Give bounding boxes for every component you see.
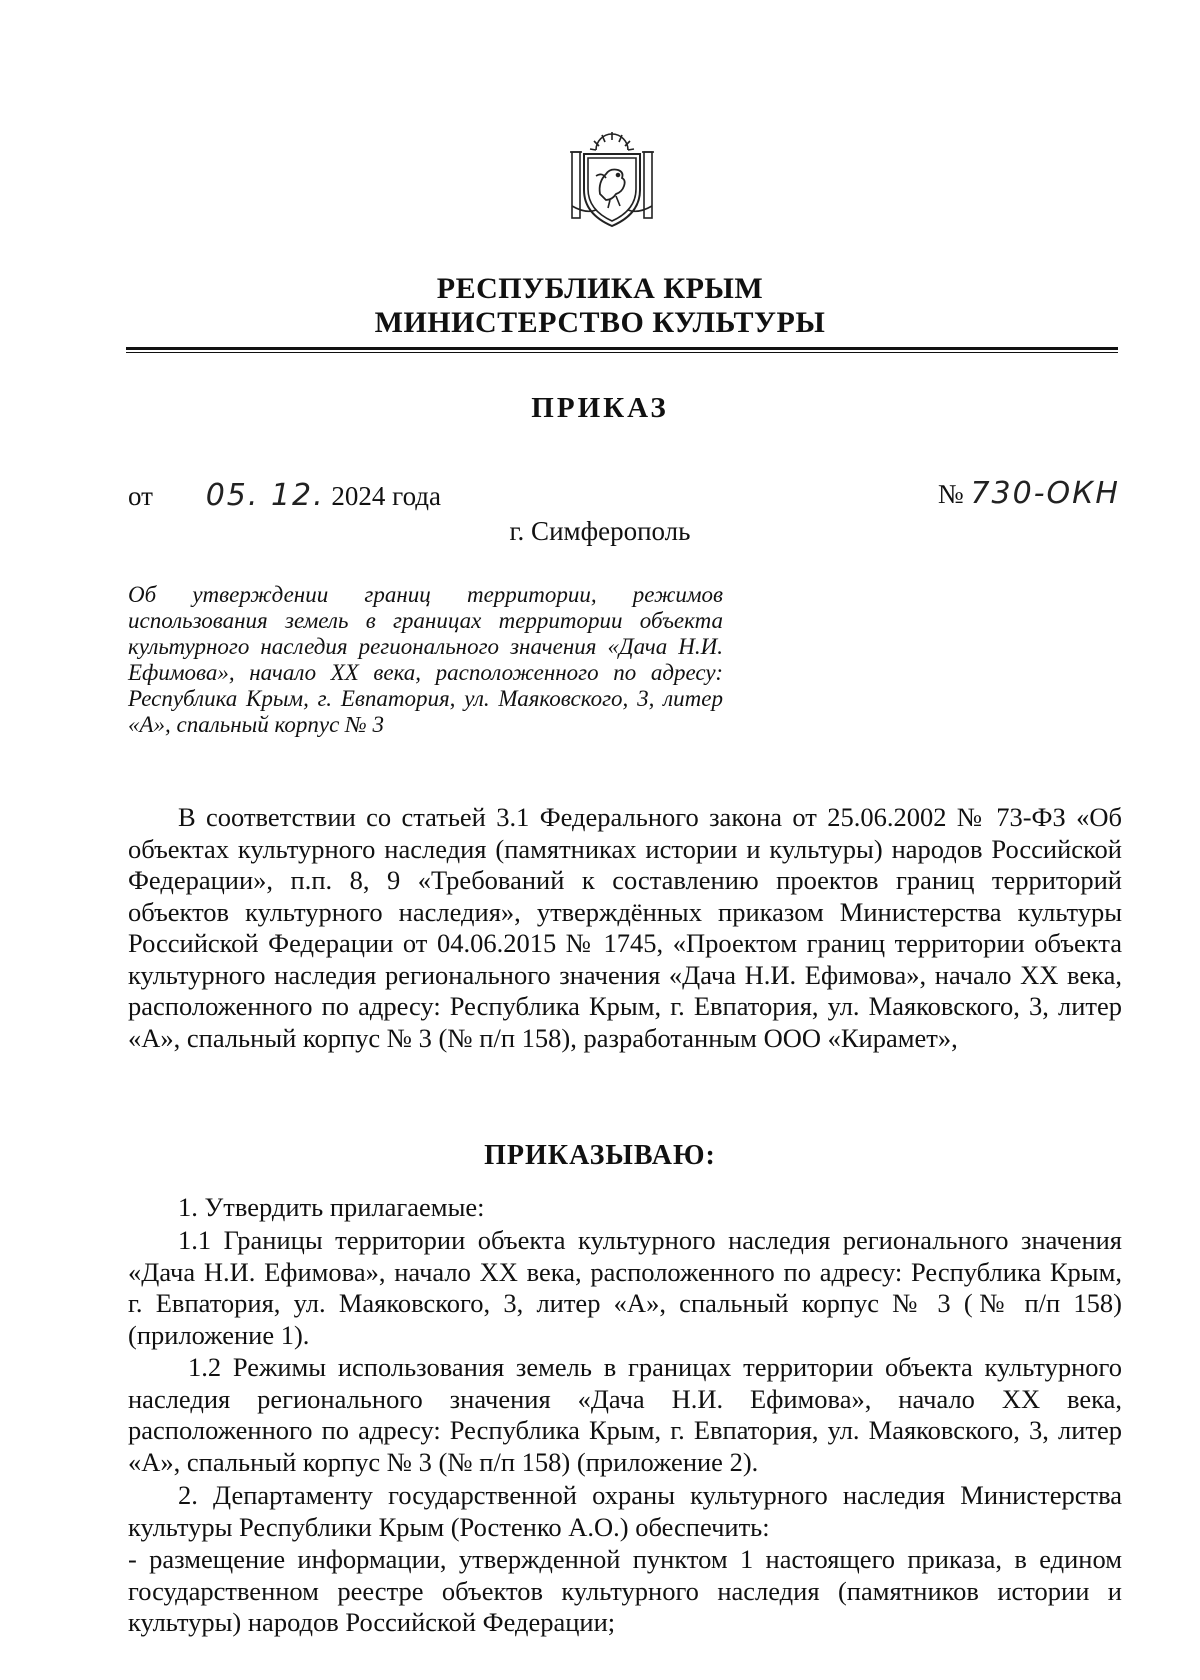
order-date <box>128 478 441 513</box>
number-prefix: № <box>937 479 964 509</box>
preamble-paragraph: В соответствии со статьей 3.1 Федерального закона от 25.06.2002 № 73-ФЗ «Об объектах культурного наследия (памятниках истории и культуры) народов Российской Федерации», п.п. 8, 9 «Требований к составлению проектов границ территорий объектов культурного наследия», утверждённых приказом Министерства культуры Российской Федерации от 04.06.2015 № 1745, «Проектом границ территории объекта культурного наследия регионального значения «Дача Н.И. Ефимова», начало XX века, расположенного по адресу: Республика Крым, г. Евпатория, ул. Маяковского, 3, литер «А», спальный корпус № 3 (№ п/п 158), разработанным ООО «Кирамет», <box>128 802 1122 1053</box>
document-type-title: ПРИКАЗ <box>531 392 669 424</box>
item-2: 2. Департаменту государственной охраны культурного наследия Министерства культуры Республики Крым (Ростенко А.О.) обеспечить: <box>128 1480 1122 1542</box>
crimea-coat-of-arms-icon <box>566 128 658 230</box>
command-heading: ПРИКАЗЫВАЮ: <box>484 1140 716 1171</box>
number-handwritten: 730-ОКН <box>970 476 1120 511</box>
header-republic: РЕСПУБЛИКА КРЫМ <box>436 272 764 305</box>
item-1: 1. Утвердить прилагаемые: <box>178 1192 485 1222</box>
header-divider <box>126 347 1118 350</box>
date-handwritten: 05. 12. <box>205 478 325 513</box>
item-1-2: 1.2 Режимы использования земель в границах территории объекта культурного наследия регионального значения «Дача Н.И. Ефимова», начало XX века, расположенного по адресу: Республика Крым, г. Евпатория, ул. Маяковского, 3, литер «А», спальный корпус № 3 (№ п/п 158) (приложение 2). <box>128 1352 1122 1477</box>
item-2-bullet: - размещение информации, утвержденной пунктом 1 настоящего приказа, в едином государственном реестре объектов культурного наследия (памятников истории и культуры) народов Российской Федерации; <box>128 1544 1122 1637</box>
item-1-1: 1.1 Границы территории объекта культурного наследия регионального значения «Дача Н.И. Ефимова», начало XX века, расположенного по адресу: Республика Крым, г. Евпатория, ул. Маяковского, 3, литер «А», спальный корпус № 3 (№ п/п 158) (приложение 1). <box>128 1225 1122 1350</box>
date-prefix: от <box>128 481 153 511</box>
header-divider-thin <box>126 352 1118 353</box>
order-number <box>938 476 1120 511</box>
city: г. Симферополь <box>509 516 691 546</box>
date-suffix: 2024 года <box>331 481 442 511</box>
header-ministry: МИНИСТЕРСТВО КУЛЬТУРЫ <box>374 306 826 339</box>
order-subject: Об утверждении границ территории, режимов использования земель в границах территории объекта культурного наследия регионального значения «Дача Н.И. Ефимова», начало XX века, расположенного по адресу: Республика Крым, г. Евпатория, ул. Маяковского, 3, литер «А», спальный корпус № 3 <box>128 582 723 737</box>
